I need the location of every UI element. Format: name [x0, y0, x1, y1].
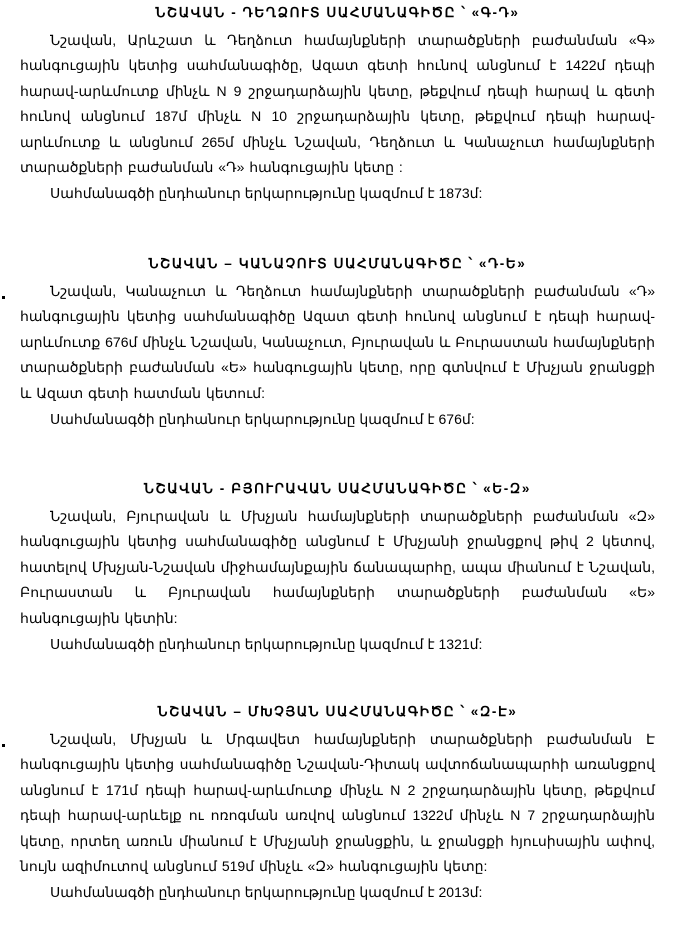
section-d-e: [20, 255, 655, 430]
section-total-length: Սահմանագծի ընդհանուր երկարությունը կազմում է 676մ:: [50, 411, 475, 428]
section-body: Նշավան, Կանաչուտ և Դեղձուտ համայնքների տարածքների բաժանման «Դ» հանգուցային կետից սահմանագիծը Ազատ գետի հունով անցնում է դեպի հարավ-արևմուտք 676մ մինչև Նշավան, Կանաչուտ, Բյուրավան և Բուրաստան համայնքների տարածքների բաժանման «Ե» հանգուցային կետը, որը գտնվում է Մխչյան ջրանցքի և Ազատ գետի հատման կետում:: [20, 283, 655, 401]
section-body: Նշավան, Բյուրավան և Մխչյան համայնքների տարածքների բաժանման «Զ» հանգուցային կետից սահմանագիծը անցնում է Մխչյանի ջրանցքով թիվ 2 կետով, հատելով Մխչյան-Նշավան միջհամայնքային ճանապարհը, ապա միանում է Նշավան, Բուրաստան և Բյուրավան համայնքների տարածքների բաժանման «Ե» հանգուցային կետին:: [20, 508, 655, 626]
section-heading: ՆՇԱՎԱՆ – ՄԽՉՅԱՆ ՍԱՀՄԱՆԱԳԻԾԸ ՝ «Զ-Է»: [157, 704, 518, 719]
section-body: Նշավան, Արևշատ և Դեղձուտ համայնքների տարածքների բաժանման «Գ» հանգուցային կետից սահմանագիծը, Ազատ գետի հունով անցնում է 1422մ դեպի հարավ-արևմուտք մինչև N 9 շրջադարձային կետը, թեքվում դեպի հարավ և գետի հունով անցնում 187մ մինչև N 10 շրջադարձային կետը, թեքվում դեպի հարավ-արևմուտք և անցնում 265մ մինչև Նշավան, Դեղձուտ և Կանաչուտ համայնքների տարածքների բաժանման «Դ» հանգուցային կետը :: [20, 32, 655, 176]
section-e-z: [20, 480, 655, 655]
scan-speck: [2, 296, 5, 299]
section-total-length: Սահմանագծի ընդհանուր երկարությունը կազմում է 1873մ:: [50, 185, 483, 202]
section-heading: ՆՇԱՎԱՆ - ԴԵՂՁՈՒՏ ՍԱՀՄԱՆԱԳԻԾԸ ՝ «Գ-Դ»: [155, 5, 520, 20]
section-heading: ՆՇԱՎԱՆ – ԿԱՆԱՉՈՒՏ ՍԱՀՄԱՆԱԳԻԾԸ ՝ «Դ-Ե»: [148, 256, 527, 271]
section-total-length: Սահմանագծի ընդհանուր երկարությունը կազմում է 1321մ:: [50, 636, 483, 653]
section-heading: ՆՇԱՎԱՆ - ԲՅՈՒՐԱՎԱՆ ՍԱՀՄԱՆԱԳԻԾԸ ՝ «Ե-Զ»: [144, 481, 531, 496]
section-body: Նշավան, Մխչյան և Մրգավետ համայնքների տարածքների բաժանման Է հանգուցային կետից սահմանագիծը Նշավան-Դիտակ ավտոճանապարհի առանցքով անցնում է 171մ դեպի հարավ-արևմուտք մինչև N 2 շրջադարձային կետը, թեքվում դեպի հարավ-արևելք ու ոռոգման առվով անցնում 1322մ մինչև N 7 շրջադարձային կետը, որտեղ առուն միանում է Մխչյանի ջրանցքին, և ջրանցքի հյուսիսային ափով, նույն ազիմուտով անցնում 519մ մինչև «Զ» հանգուցային կետը:: [20, 731, 655, 875]
scan-speck: [2, 744, 5, 747]
section-g-d: [20, 4, 655, 204]
section-total-length: Սահմանագծի ընդհանուր երկարությունը կազմում է 2013մ:: [50, 884, 483, 901]
section-z-e: [20, 703, 655, 903]
